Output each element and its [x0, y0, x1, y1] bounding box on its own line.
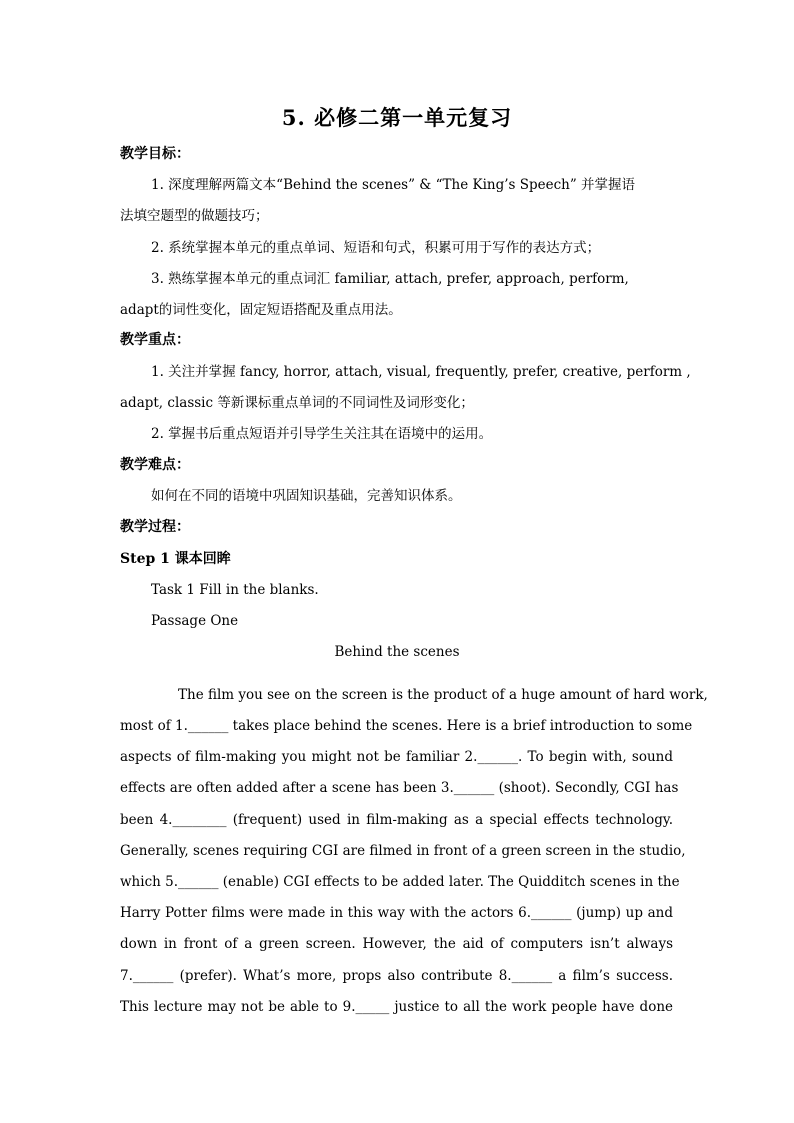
- paragraph-line: Generally, scenes requiring CGI are filmed in front of a green screen in the studio,: [120, 843, 686, 859]
- objective-2: 2. 系统掌握本单元的重点单词、短语和句式，积累可用于写作的表达方式；: [151, 240, 601, 256]
- paragraph-line: Harry Potter films were made in this way with the actors 6.______ (jump) up and: [120, 905, 673, 921]
- task-1-instruction: Task 1 Fill in the blanks.: [151, 582, 319, 598]
- paragraph-line: down in front of a green screen. However, the aid of computers isn’t always: [120, 936, 673, 952]
- difficulties-heading: 教学难点：: [120, 457, 190, 473]
- paragraph-line: aspects of film-making you might not be familiar 2.______. To begin with, sound: [120, 749, 673, 765]
- step-1-heading: Step 1 课本回眸: [120, 551, 231, 567]
- page-title: 5. 必修二第一单元复习: [281, 105, 513, 130]
- key-points-heading: 教学重点：: [120, 332, 190, 348]
- objectives-heading: 教学目标：: [120, 146, 190, 162]
- key-point-1-line-b: adapt, classic 等新课标重点单词的不同词性及词形变化；: [120, 395, 474, 411]
- paragraph-line: which 5.______ (enable) CGI effects to be added later. The Quidditch scenes in the: [120, 874, 680, 890]
- process-heading: 教学过程：: [120, 519, 190, 535]
- paragraph-line: This lecture may not be able to 9._____ justice to all the work people have done: [120, 999, 673, 1015]
- key-point-1-line-a: 1. 关注并掌握 fancy, horror, attach, visual, frequently, prefer, creative, perform ,: [151, 364, 691, 380]
- paragraph-line: The film you see on the screen is the product of a huge amount of hard work,: [178, 687, 708, 703]
- passage-label: Passage One: [151, 613, 239, 629]
- paragraph-line: 7.______ (prefer). What’s more, props also contribute 8.______ a film’s success.: [120, 968, 673, 984]
- paragraph-line: effects are often added after a scene has been 3.______ (shoot). Secondly, CGI has: [120, 780, 679, 796]
- paragraph-line: most of 1.______ takes place behind the scenes. Here is a brief introduction to some: [120, 718, 693, 734]
- key-point-2: 2. 掌握书后重点短语并引导学生关注其在语境中的运用。: [151, 426, 493, 442]
- paragraph-line: been 4.________ (frequent) used in film-making as a special effects technology.: [120, 812, 673, 828]
- objective-1-line-b: 法填空题型的做题技巧；: [120, 208, 269, 224]
- passage-title: Behind the scenes: [334, 644, 460, 660]
- objective-3-line-a: 3. 熟练掌握本单元的重点词汇 familiar, attach, prefer, approach, perform,: [151, 271, 629, 287]
- objective-3-line-b: adapt的词性变化，固定短语搭配及重点用法。: [120, 302, 402, 318]
- difficulty-1: 如何在不同的语境中巩固知识基础，完善知识体系。: [151, 488, 462, 504]
- objective-1-line-a: 1. 深度理解两篇文本“Behind the scenes” & “The King’s Speech” 并掌握语: [151, 177, 636, 193]
